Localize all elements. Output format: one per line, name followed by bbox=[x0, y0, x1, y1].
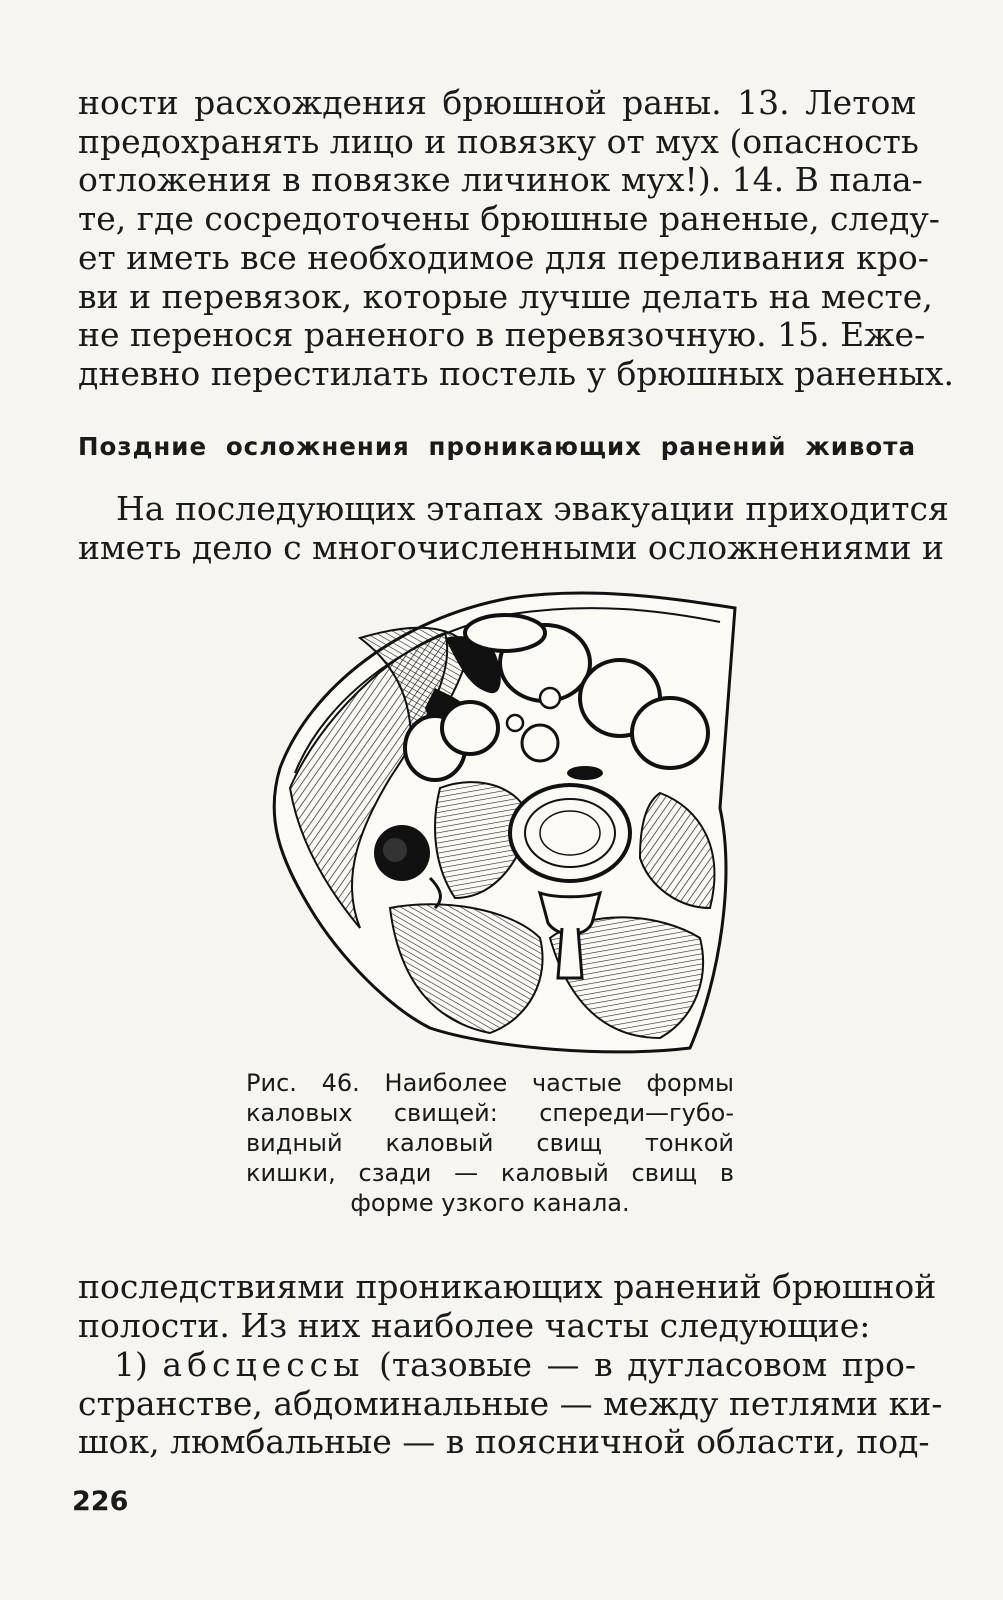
list-item-number: 1) bbox=[114, 1345, 148, 1384]
list-item-first-line bbox=[78, 1346, 916, 1385]
text-line: ви и перевязок, которые лучше делать на месте, bbox=[78, 276, 933, 316]
caption-line: Рис. 46. Наиболее частые формы bbox=[246, 1069, 734, 1097]
text-line: дневно перестилать постель у брюшных раненых. bbox=[78, 353, 954, 393]
section-heading: Поздние осложнения проникающих ранений живота bbox=[78, 432, 916, 461]
text-line: шок, люмбальные — в поясничной области, под- bbox=[78, 1422, 930, 1462]
caption-line: форме узкого канала. bbox=[350, 1189, 630, 1217]
text-line: предохранять лицо и повязку от мух (опасность bbox=[78, 121, 919, 161]
anatomical-cross-section-illustration bbox=[240, 578, 740, 1068]
text-line: странстве, абдоминальные — между петлями ки- bbox=[78, 1383, 943, 1423]
caption-line: видный каловый свищ тонкой bbox=[246, 1129, 734, 1157]
figure-caption bbox=[246, 1068, 734, 1218]
text-line: На последующих этапах эвакуации приходится bbox=[116, 489, 949, 528]
continuation-paragraph bbox=[78, 1267, 937, 1345]
text-line: последствиями проникающих ранений брюшной bbox=[78, 1267, 937, 1306]
text-line: иметь дело с многочисленными осложнениями и bbox=[78, 527, 944, 567]
list-item-text: (тазовые — в дугласовом про- bbox=[378, 1345, 916, 1384]
list-item-abscesses bbox=[78, 1345, 943, 1462]
text-line: полости. Из них наиболее часты следующие: bbox=[78, 1305, 871, 1345]
text-line: отложения в повязке личинок мух!). 14. В пала- bbox=[78, 160, 923, 200]
text-line: ности расхождения брюшной раны. 13. Летом bbox=[78, 83, 916, 122]
intro-paragraph bbox=[78, 489, 949, 567]
top-paragraph bbox=[78, 83, 954, 394]
page-number: 226 bbox=[72, 1486, 129, 1517]
caption-line: каловых свищей: спереди—губо- bbox=[246, 1099, 734, 1127]
list-item-term: абсцессы bbox=[162, 1345, 365, 1384]
text-line: ет иметь все необходимое для переливания кро- bbox=[78, 237, 929, 277]
text-line: не перенося раненого в перевязочную. 15. Еже- bbox=[78, 315, 926, 355]
caption-line: кишки, сзади — каловый свищ в bbox=[246, 1159, 734, 1187]
text-line: те, где сосредоточены брюшные раненые, следу- bbox=[78, 199, 940, 239]
